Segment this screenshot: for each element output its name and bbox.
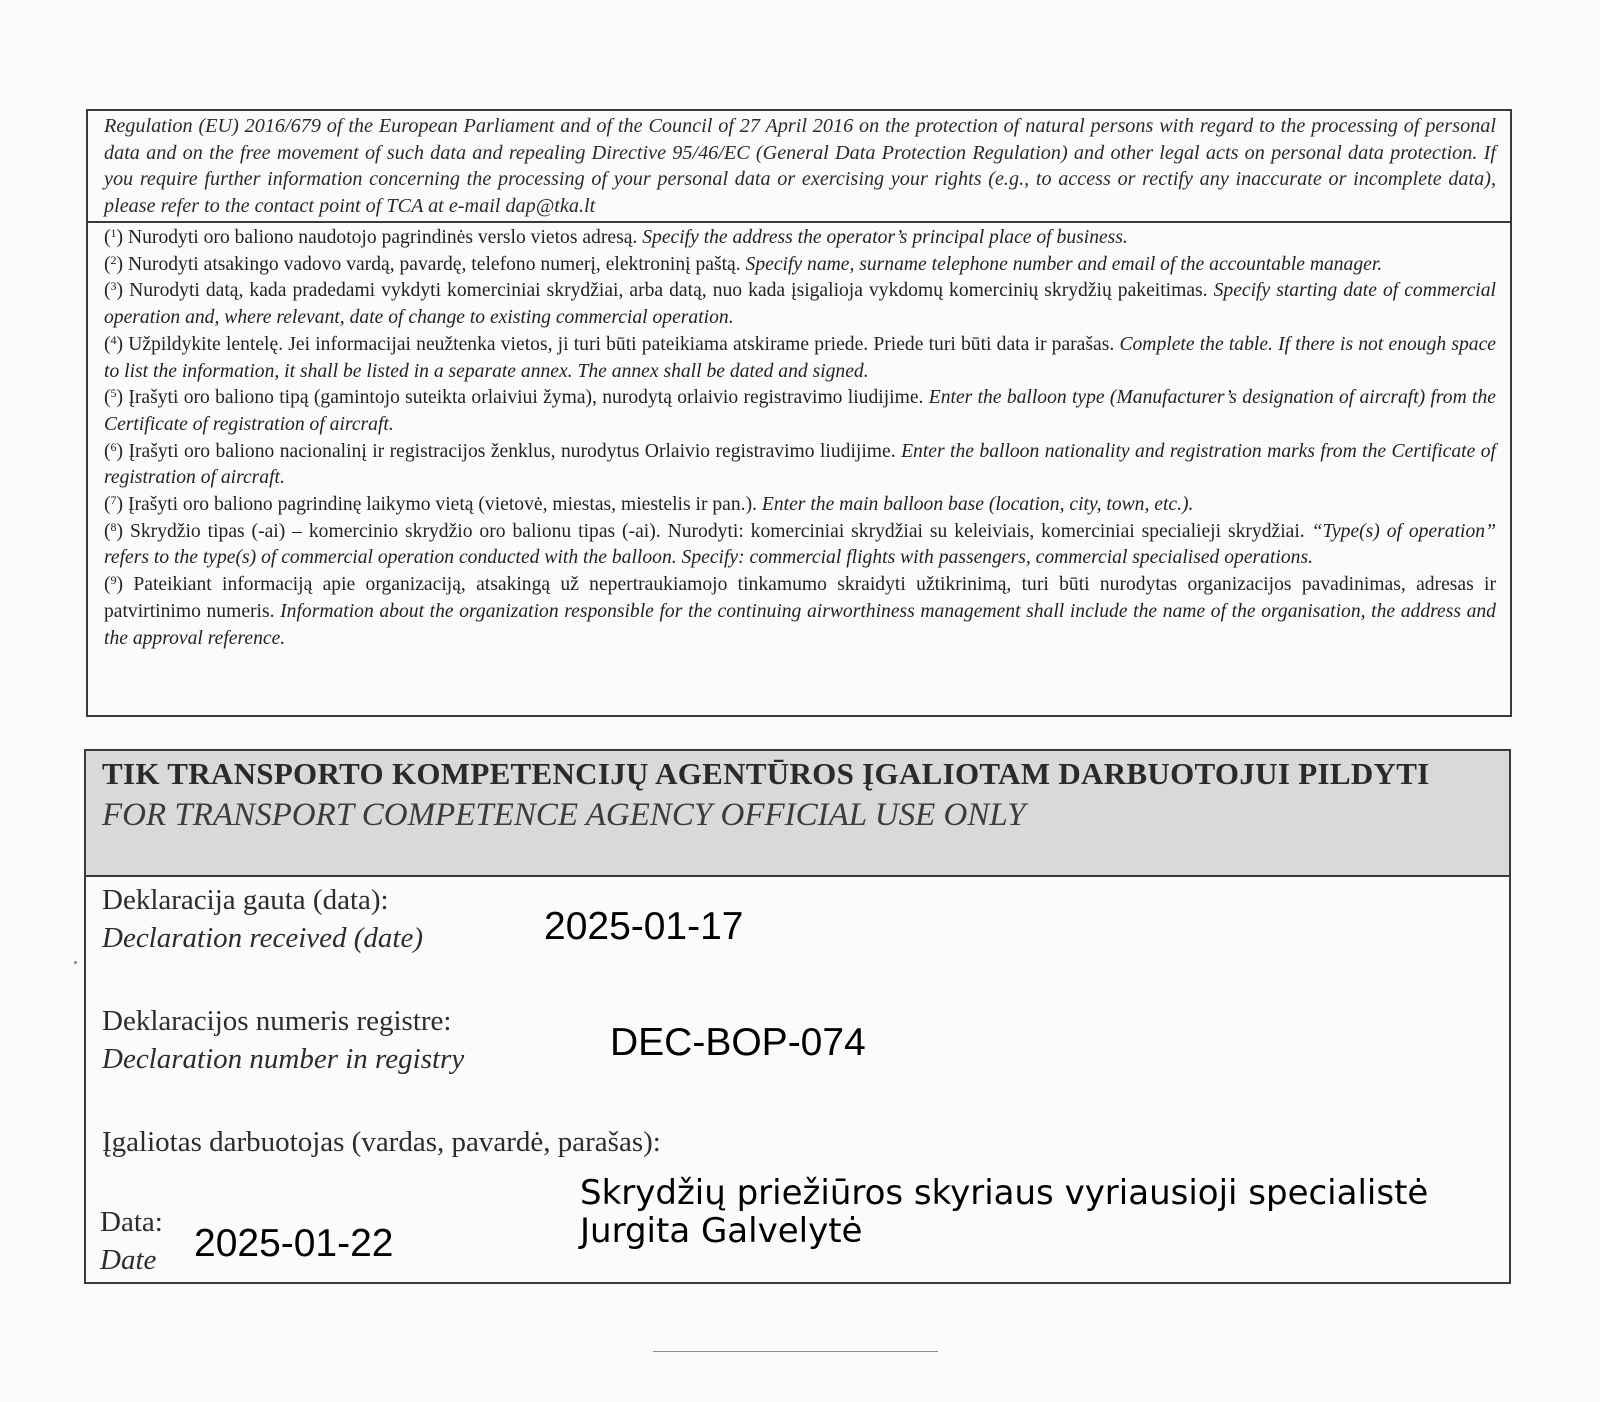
footnotes-list [88,223,1510,652]
footnote-text-en: Specify name, surname telephone number and email of the accountable manager. [745,253,1383,275]
footnote-number: 7 [110,493,117,508]
footnote-7: ($^7$) Įrašyti oro baliono pagrindinę laikymo vietą (vietovė, miestas, miestelis ir pan.). Enter the main balloon base (location, city, town, etc.). [104,493,1194,516]
footnote-8: ($^8$) Skrydžio tipas (-ai) – komercinio skrydžio oro balionu tipas (-ai). Nurodyti: komerciniai skrydžiai su keleiviais, komerciniai specialieji skrydžiai. “Type(s) of operation” refers to the type(s) of commercial operation conducted with the balloon. Specify: commercial flights with passengers, commercial specialised operations. [104,519,1496,569]
footnote-text-lt: Nurodyti oro baliono naudotojo pagrindinės verslo vietos adresą. [127,227,638,248]
footnote-number: 6 [110,439,117,454]
gdpr-notice: Regulation (EU) 2016/679 of the European Parliament and of the Council of 27 April 2016 on the protection of natural persons with regard to the processing of personal data and on the free movement of such data and repealing Directive 95/46/EC (General Data Protection Regulation) and other legal acts on personal data protection. If you require further information concerning the processing of your personal data or exercising your rights (e.g., to access or rectify any inaccurate or incomplete data), please refer to the contact point of TCA at e-mail dap@tka.lt [88,111,1510,223]
date-label-en: Date [100,1244,157,1276]
footnote-text-en: Complete the table. If there is not enough space to list the information, it shall be listed in a separate annex. The annex shall be dated and signed. [104,333,1496,382]
number-label-lt: Deklaracijos numeris registre: [102,1005,452,1037]
footnote-text-en: Enter the balloon type (Manufacturer’s designation of aircraft) from the Certificate of registration of aircraft. [104,387,1496,435]
officer-name: Jurgita Galvelytė [580,1211,863,1251]
official-title-en: FOR TRANSPORT COMPETENCE AGENCY OFFICIAL USE ONLY [102,797,1026,833]
number-label-en: Declaration number in registry [102,1043,465,1075]
official-title-lt: TIK TRANSPORTO KOMPETENCIJŲ AGENTŪROS ĮGALIOTAM DARBUOTOJUI PILDYTI [102,756,1430,791]
footnote-text-lt: Įrašyti oro baliono nacionalinį ir registracijos ženklus, nurodytus Orlaivio registravimo liudijime. [128,440,896,462]
footnote-text-en: Enter the balloon nationality and registration marks from the Certificate of registration of aircraft. [104,440,1496,489]
notes-box [86,109,1512,717]
footnote-5: ($^5$) Įrašyti oro baliono tipą (gamintojo suteikta orlaiviui žyma), nurodytą orlaivio registravimo liudijime. Enter the balloon type (Manufacturer’s designation of aircraft) from the Certificate of registration of aircraft. [104,386,1496,435]
footnote-6: ($^6$) Įrašyti oro baliono nacionalinį ir registracijos ženklus, nurodytus Orlaivio registravimo liudijime. Enter the balloon nationality and registration marks from the Certificate of registration of aircraft. [104,439,1496,489]
footnote-4: ($^4$) Užpildykite lentelę. Jei informacijai neužtenka vietos, ji turi būti pateikiama atskirame priede. Priede turi būti data ir parašas. Complete the table. If there is not enough space to list the information, it shall be listed in a separate annex. The annex shall be dated and signed. [104,332,1496,382]
footnote-3: ($^3$) Nurodyti datą, kada pradedami vykdyti komerciniai skrydžiai, arba datą, nuo kada įsigalioja vykdomų komercinių skrydžių pakeitimas. Specify starting date of commercial operation and, where relevant, date of change to existing commercial operation. [104,279,1496,329]
footnote-9: ($^9$) Pateikiant informaciją apie organizaciją, atsakingą už nepertraukiamojo tinkamumo skraidyti užtikrinimą, turi būti nurodytas organizacijos pavadinimas, adresas ir patvirtinimo numeris. Information about the organization responsible for the continuing airworthiness management shall include the name of the organisation, the address and the approval reference. [104,573,1496,649]
date-value: 2025-01-22 [194,1222,394,1265]
received-label [102,881,423,957]
footnote-text-en: Information about the organization responsible for the continuing airworthiness management shall include the name of the organisation, the address and the approval reference. [104,600,1496,649]
footnote-text-lt: Nurodyti datą, kada pradedami vykdyti komerciniai skrydžiai, arba datą, nuo kada įsigalioja vykdomų komercinių skrydžių pakeitimas. [129,280,1208,302]
footnote-text-en: Specify the address the operator’s principal place of business. [642,227,1128,248]
footnote-text-lt: Skrydžio tipas (-ai) – komercinio skrydžio oro balionu tipas (-ai). Nurodyti: komerciniai skrydžiai su keleiviais, komerciniai specialieji skrydžiai. [129,520,1305,542]
date-label-lt: Data: [100,1206,163,1238]
footer-rule [653,1351,938,1352]
officer-title: Skrydžių priežiūros skyriaus vyriausioji specialistė [580,1173,1429,1213]
footnote-number: 8 [110,519,117,534]
footnote-2: ($^2$) Nurodyti atsakingo vadovo vardą, pavardę, telefono numerį, elektroninį paštą. Specify name, surname telephone number and email of the accountable manager. [104,252,1383,275]
official-use-header [86,751,1509,877]
footnote-number: 9 [110,573,117,588]
footnote-number: 5 [110,386,117,401]
received-label-lt: Deklaracija gauta (data): [102,884,389,916]
footnote-text-lt: Užpildykite lentelę. Jei informacijai neužtenka vietos, ji turi būti pateikiama atskirame priede. Priede turi būti data ir parašas. [128,333,1115,355]
footnote-1: ($^1$) Nurodyti oro baliono naudotojo pagrindinės verslo vietos adresą. Specify the address the operator’s principal place of business. [104,226,1128,248]
footnote-text-lt: Nurodyti atsakingo vadovo vardą, pavardę, telefono numerį, elektroninį paštą. [127,253,741,275]
declaration-number-value: DEC-BOP-074 [610,1021,866,1064]
footnote-text-lt: Įrašyti oro baliono tipą (gamintojo suteikta orlaiviui žyma), nurodytą orlaivio registravimo liudijime. [128,387,924,409]
footnote-text-en: Enter the main balloon base (location, city, town, etc.). [761,494,1194,516]
footnote-number: 4 [110,332,117,347]
footnote-number: 1 [110,226,117,240]
number-label [102,1002,464,1078]
footnote-text-lt: Pateikiant informaciją apie organizaciją, atsakingą už nepertraukiamojo tinkamumo skraidyti užtikrinimą, turi būti nurodytas organizacijos pavadinimas, adresas ir patvirtinimo numeris. [104,574,1496,622]
footnote-text-lt: Įrašyti oro baliono pagrindinę laikymo vietą (vietovė, miestas, miestelis ir pan.). [127,494,757,516]
footnote-text-en: “Type(s) of operation” refers to the type(s) of commercial operation conducted with the balloon. Specify: commercial flights with passengers, commercial specialised operations. [104,520,1496,569]
received-label-en: Declaration received (date) [102,922,424,954]
footnote-number: 3 [110,279,117,294]
received-date-value: 2025-01-17 [544,905,744,948]
footnote-number: 2 [110,252,117,267]
date-label [100,1203,163,1279]
officer-label: Įgaliotas darbuotojas (vardas, pavardė, parašas): [102,1126,661,1158]
scan-speck [74,961,77,964]
footnote-text-en: Specify starting date of commercial operation and, where relevant, date of change to existing commercial operation. [104,280,1496,329]
official-use-box [84,749,1511,1284]
